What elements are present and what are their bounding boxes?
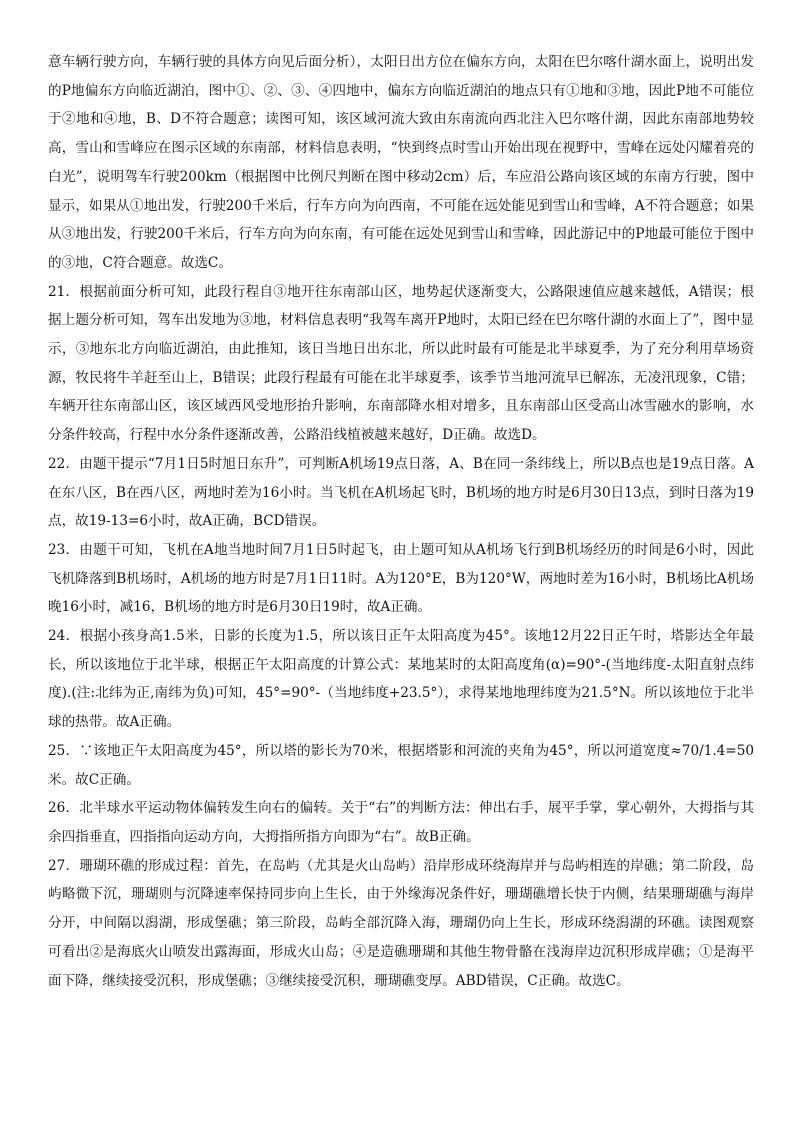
paragraph-q25: 25．∵该地正午太阳高度为45°，所以塔的影长为70米，根据塔影和河流的夹角为45°，所以河道宽度≈70/1.4=50米。故C正确。 [48,742,754,788]
paragraph-q27: 27．珊瑚环礁的形成过程：首先，在岛屿（尤其是火山岛屿）沿岸形成环绕海岸并与岛屿相连的岸礁；第二阶段，岛屿略微下沉，珊瑚则与沉降速率保持同步向上生长，由于外缘海况条件好，珊瑚礁增长快于内侧，结果珊瑚礁与海岸分开，中间隔以潟湖，形成堡礁；第三阶段，岛屿全部沉降入海，珊瑚仍向上生长，形成环绕潟湖的环礁。读图观察可看出②是海底火山喷发出露海面，形成火山岛；④是造礁珊瑚和其他生物骨骼在浅海岸边沉积形成岸礁；①是海平面下降，继续接受沉积，形成堡礁；③继续接受沉积，珊瑚礁变厚。ABD错误，C正确。故选C。 [48,857,754,989]
paragraph-q20-continued: 意车辆行驶方向，车辆行驶的具体方向见后面分析），太阳日出方位在偏东方向，太阳在巴尔喀什湖水面上，说明出发的P地偏东方向临近湖泊，图中①、②、③、④四地中，偏东方向临近湖泊的地点只有①地和③地，因此P地不可能位于②地和④地，B、D不符合题意；读图可知，该区域河流大致由东南流向西北注入巴尔喀什湖，因此东南部地势较高，雪山和雪峰应在图示区域的东南部，材料信息表明，“快到终点时雪山开始出现在视野中，雪峰在远处闪耀着亮的白光”，说明驾车行驶200km（根据图中比例尺判断在图中移动2cm）后，车应沿公路向该区域的东南方行驶，图中显示，如果从①地出发，行驶200千米后，行车方向为向西南，不可能在远处能见到雪山和雪峰，A不符合题意；如果从③地出发，行驶200千米后，行车方向为向东南，有可能在远处见到雪山和雪峰，因此游记中的P地最可能位于图中的③地，C符合题意。故选C。 [48,54,754,271]
paragraph-q22: 22．由题干提示“7月1日5时旭日东升”，可判断A机场19点日落，A、B在同一条纬线上，所以B点也是19点日落。A在东八区，B在西八区，两地时差为16小时。当飞机在A机场起飞时，B机场的地方时是6月30日13点，到时日落为19点，故19-13=6小时，故A正确，BCD错误。 [48,455,754,530]
paragraph-q26: 26．北半球水平运动物体偏转发生向右的偏转。关于“右”的判断方法：伸出右手，展平手掌，掌心朝外，大拇指与其余四指垂直，四指指向运动方向，大拇指所指方向即为“右”。故B正确。 [48,800,754,845]
paragraph-q23: 23．由题干可知，飞机在A地当地时间7月1日5时起飞，由上题可知从A机场飞行到B机场经历的时间是6小时，因此飞机降落到B机场时，A机场的地方时是7月1日11时。A为120°E，B为120°W，两地时差为16小时，B机场比A机场晚16小时，减16，B机场的地方时是6月30日19时，故A正确。 [48,541,754,616]
paragraph-q21: 21．根据前面分析可知，此段行程自③地开往东南部山区，地势起伏逐渐变大，公路限速值应越来越低，A错误；根据上题分析可知，驾车出发地为③地，材料信息表明“我驾车离开P地时，太阳已经在巴尔喀什湖的水面上了”，图中显示，③地东北方向临近湖泊，由此推知，该日当地日出东北，所以此时最有可能是北半球夏季，为了充分利用草场资源，牧民将牛羊赶至山上，B错误；此段行程最有可能在北半球夏季，该季节当地河流早已解冻，无凌汛现象，C错；车辆开往东南部山区，该区域西风受地形抬升影响，东南部降水相对增多，且东南部山区受高山冰雪融水的影响，水分条件较高，行程中水分条件逐渐改善，公路沿线植被越来越好，D正确。故选D。 [48,283,754,444]
paragraph-q24: 24．根据小孩身高1.5米，日影的长度为1.5，所以该日正午太阳高度为45°。该地12月22日正午时，塔影达全年最长，所以该地位于北半球，根据正午太阳高度的计算公式：某地某时的太阳高度角(α)=90°-(当地纬度-太阳直射点纬度).(注:北纬为正,南纬为负)可知，45°=90°-（当地纬度+23.5°），求得某地地理纬度为21.5°N。所以该地位于北半球的热带。故A正确。 [48,628,754,731]
document-body [48,48,754,995]
